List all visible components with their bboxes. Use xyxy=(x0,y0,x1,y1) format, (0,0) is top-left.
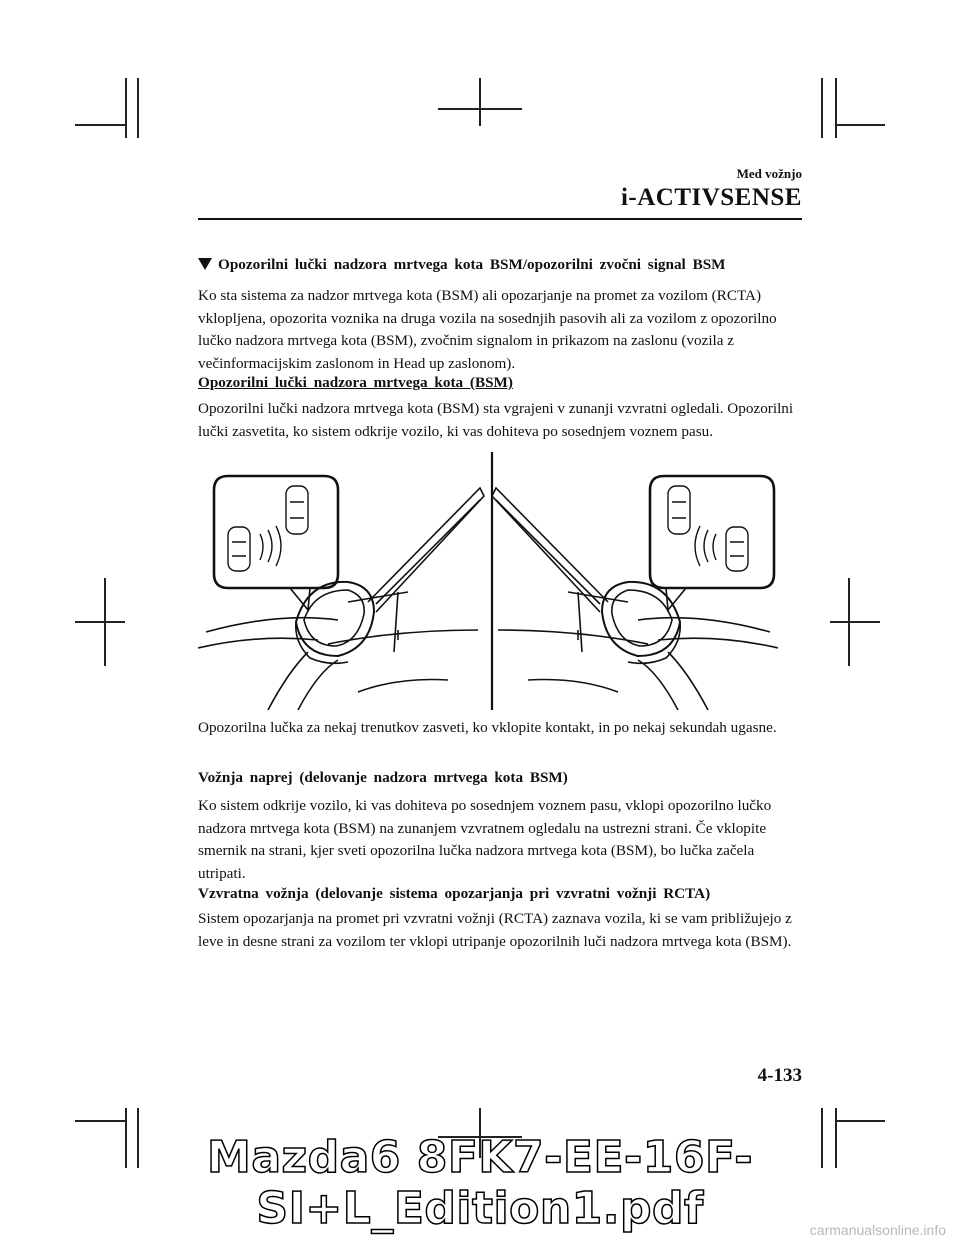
mirror-illustration xyxy=(198,452,778,710)
crop-mark xyxy=(75,621,125,623)
subheading-forward: Vožnja naprej (delovanje nadzora mrtvega kota BSM) xyxy=(198,769,568,786)
header-rule xyxy=(198,218,802,220)
crop-mark xyxy=(137,78,139,138)
footer-filename: Mazda6 8FK7-EE-16F-SI+L_Edition1.pdf xyxy=(207,1132,753,1234)
subheading-bsm-lights: Opozorilni lučki nadzora mrtvega kota (BSM) xyxy=(198,374,513,391)
crop-mark xyxy=(830,621,880,623)
crop-mark xyxy=(75,124,127,126)
page-number: 4-133 xyxy=(757,1065,802,1086)
section-title: i-ACTIVSENSE xyxy=(620,184,802,211)
crop-mark xyxy=(835,78,837,138)
crop-mark xyxy=(821,78,823,138)
crop-mark xyxy=(479,78,481,126)
paragraph-reverse: Sistem opozarjanja na promet pri vzvratni vožnji (RCTA) zaznava vozila, ki se vam približujejo z leve in desne strani za vozilom ter vklopi utripanje opozorilnih luči nadzora mrtvega kota (BSM). xyxy=(198,910,792,950)
crop-mark xyxy=(835,124,885,126)
subheading-reverse: Vzvratna vožnja (delovanje sistema opozarjanja pri vzvratni vožnji RCTA) xyxy=(198,885,711,902)
paragraph-bsm-lights: Opozorilni lučki nadzora mrtvega kota (BSM) sta vgrajeni v zunanji vzvratni ogledali. Opozorilni lučki zasvetita, ko sistem odkrije vozilo, ki vas dohiteva po sosednjem voznem pasu. xyxy=(198,400,794,440)
paragraph-intro: Ko sta sistema za nadzor mrtvega kota (BSM) ali opozarjanje na promet za vozilom (RCTA) vklopljena, opozorita voznika na druga vozila na sosednjih pasovih ali za vozilom z opozorilno lučko nadzora mrtvega kota (BSM), zvočnim signalom in prikazom na zaslonu (vozila z večinformacijskim zaslonom in Head up zaslonom). xyxy=(198,287,777,372)
crop-mark xyxy=(75,1120,127,1122)
triangle-bullet-icon xyxy=(198,258,212,270)
crop-mark xyxy=(125,78,127,138)
crop-mark xyxy=(835,1120,885,1122)
heading-text: Opozorilni lučki nadzora mrtvega kota BSM/opozorilni zvočni signal BSM xyxy=(218,256,726,273)
section-label: Med vožnjo xyxy=(736,166,802,181)
crop-mark xyxy=(438,108,522,110)
paragraph-startup: Opozorilna lučka za nekaj trenutkov zasveti, ko vklopite kontakt, in po nekaj sekundah ugasne. xyxy=(198,719,777,736)
section-heading xyxy=(198,254,798,277)
paragraph-forward: Ko sistem odkrije vozilo, ki vas dohiteva po sosednjem voznem pasu, vklopi opozorilno lučko nadzora mrtvega kota (BSM) na zunanjem vzvratnem ogledalu na ustrezni strani. Če vklopite smernik na strani, kjer sveti opozorilna lučka nadzora mrtvega kota (BSM), bo lučka začela utripati. xyxy=(198,797,772,882)
watermark-link[interactable]: carmanualsonline.info xyxy=(809,1222,946,1238)
